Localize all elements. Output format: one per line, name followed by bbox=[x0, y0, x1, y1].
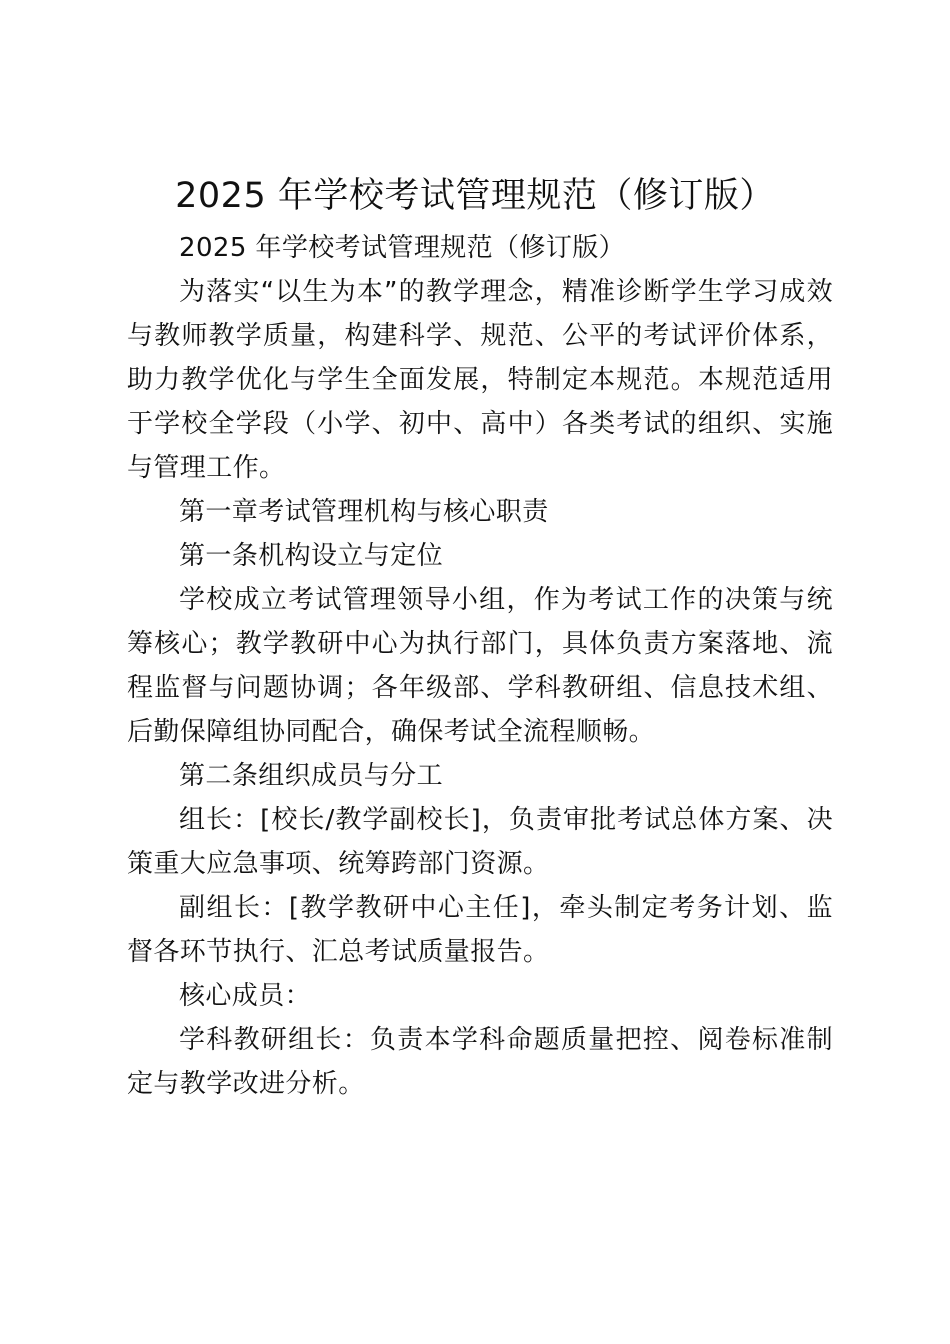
article-heading-2: 第二条组织成员与分工 bbox=[179, 761, 444, 791]
article-heading-1: 第一条机构设立与定位 bbox=[179, 541, 444, 571]
paragraph-deputy-leader: 副组长：[教学教研中心主任]，牵头制定考务计划、监督各环节执行、汇总考试质量报告。 bbox=[127, 893, 833, 967]
paragraph-core-members: 核心成员： bbox=[179, 981, 312, 1011]
chapter-heading: 第一章考试管理机构与核心职责 bbox=[179, 497, 549, 527]
document-body bbox=[127, 226, 833, 1106]
paragraph-article-1: 学校成立考试管理领导小组，作为考试工作的决策与统筹核心；教学教研中心为执行部门，具体负责方案落地、流程监督与问题协调；各年级部、学科教研组、信息技术组、后勤保障组协同配合，确保考试全流程顺畅。 bbox=[127, 585, 833, 747]
paragraph-subject-leader: 学科教研组长：负责本学科命题质量把控、阅卷标准制定与教学改进分析。 bbox=[127, 1025, 833, 1099]
paragraph-leader: 组长：[校长/教学副校长]，负责审批考试总体方案、决策重大应急事项、统筹跨部门资源。 bbox=[127, 805, 833, 879]
paragraph-subtitle: 2025 年学校考试管理规范（修订版） bbox=[179, 233, 626, 263]
paragraph-intro: 为落实“以生为本”的教学理念，精准诊断学生学习成效与教师教学质量，构建科学、规范、公平的考试评价体系，助力教学优化与学生全面发展，特制定本规范。本规范适用于学校全学段（小学、初中、高中）各类考试的组织、实施与管理工作。 bbox=[127, 277, 833, 483]
document-title: 2025 年学校考试管理规范（修订版） bbox=[175, 176, 775, 216]
